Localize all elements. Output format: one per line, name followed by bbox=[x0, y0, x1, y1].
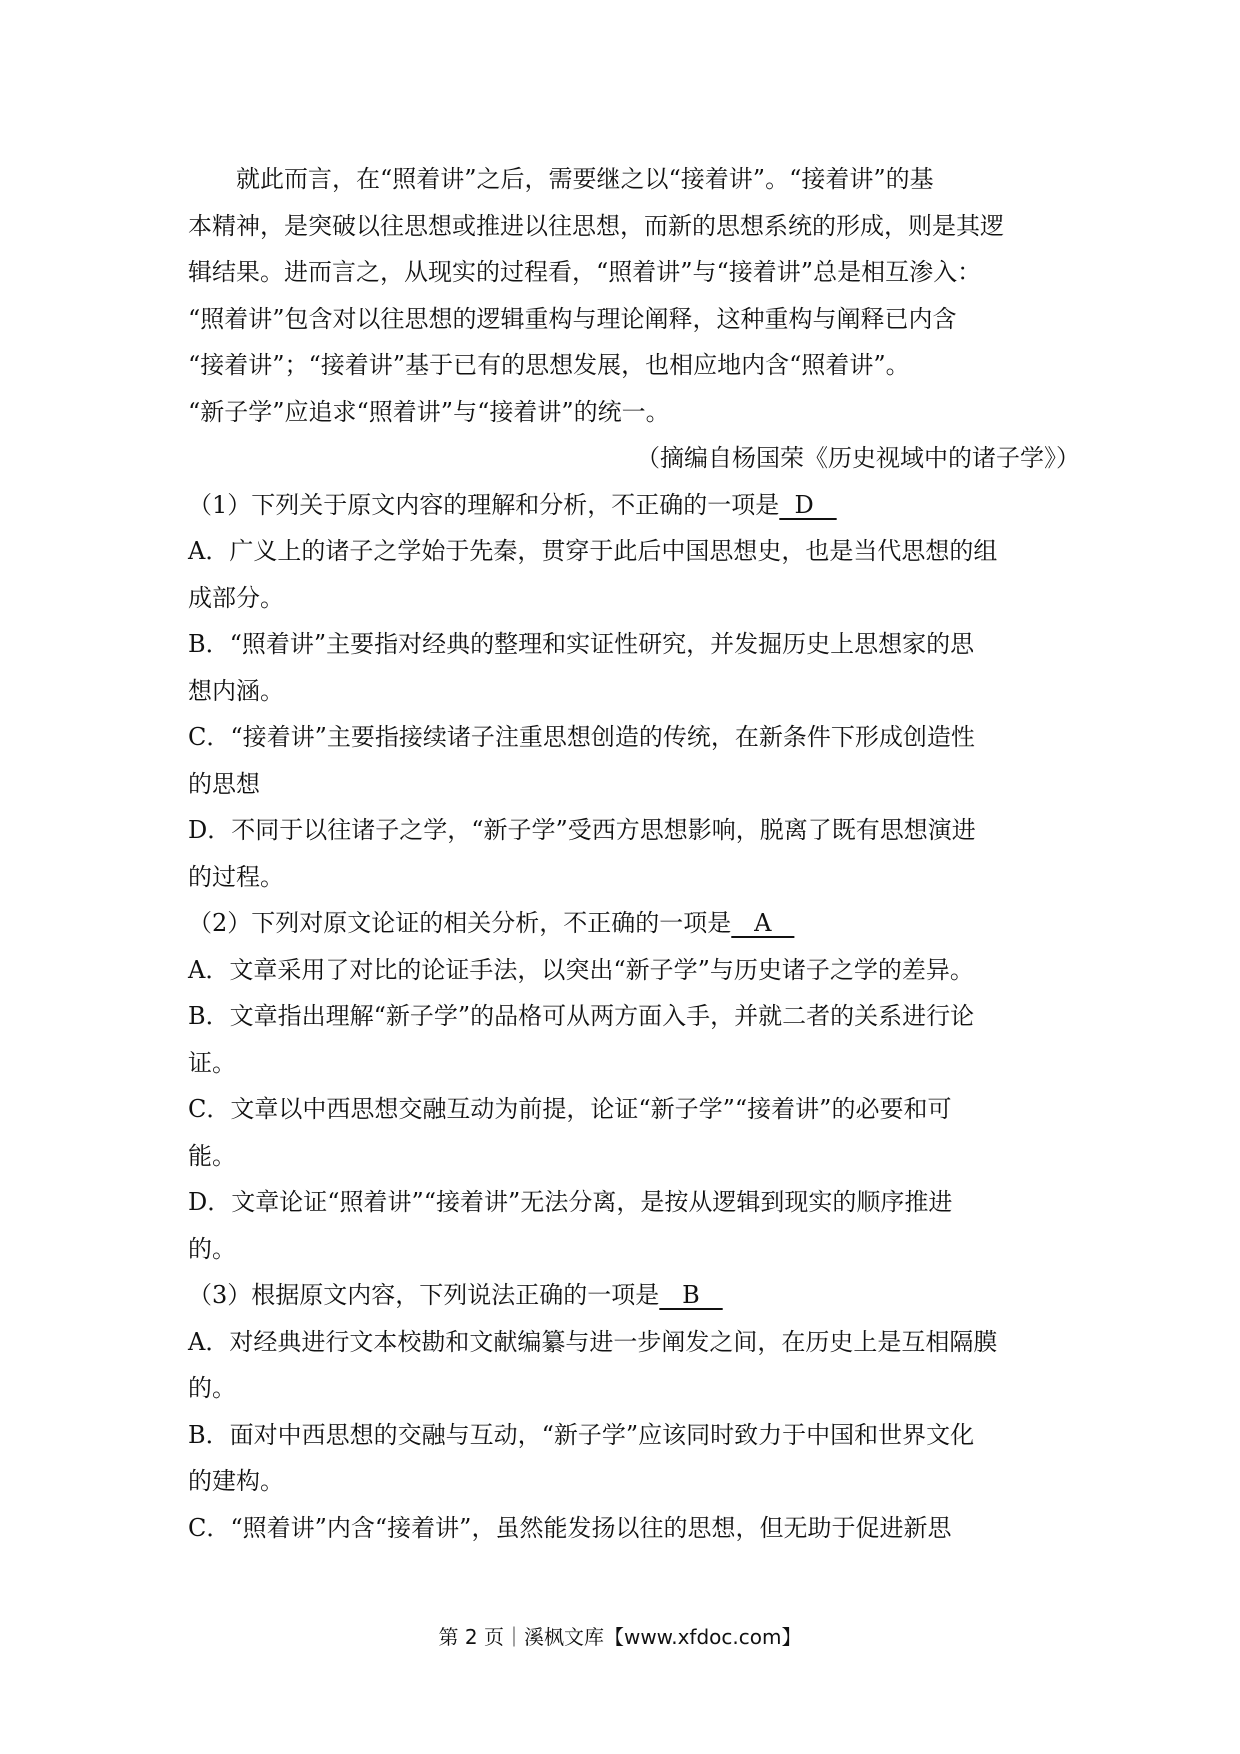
option-line: A．文章采用了对比的论证手法，以突出“新子学”与历史诸子之学的差异。 bbox=[188, 955, 974, 984]
option-line: C．“接着讲”主要指接续诸子注重思想创造的传统，在新条件下形成创造性 bbox=[188, 723, 975, 751]
question-stem-text: （2）下列对原文论证的相关分析，不正确的一项是 bbox=[188, 909, 732, 937]
option-line: B．文章指出理解“新子学”的品格可从两方面入手，并就二者的关系进行论 bbox=[188, 1002, 975, 1030]
option-line: C．“照着讲”内含“接着讲”，虽然能发扬以往的思想，但无助于促进新思 bbox=[188, 1513, 952, 1542]
passage-line: “接着讲”；“接着讲”基于已有的思想发展，也相应地内含“照着讲”。 bbox=[188, 351, 910, 379]
option-line: B．“照着讲”主要指对经典的整理和实证性研究，并发掘历史上思想家的思 bbox=[188, 630, 975, 658]
passage-line: 辑结果。进而言之，从现实的过程看，“照着讲”与“接着讲”总是相互渗入： bbox=[188, 258, 982, 286]
document-body bbox=[188, 156, 1080, 1551]
answer-blank: D bbox=[779, 490, 837, 519]
question-2 bbox=[188, 900, 1058, 1272]
option-line: B．面对中西思想的交融与互动，“新子学”应该同时致力于中国和世界文化 bbox=[188, 1420, 975, 1449]
option-line: 的建构。 bbox=[188, 1467, 284, 1495]
passage bbox=[188, 156, 1080, 482]
question-stem-text: （3）根据原文内容，下列说法正确的一项是 bbox=[188, 1281, 660, 1309]
option-line: A．对经典进行文本校勘和文献编纂与进一步阐发之间，在历史上是互相隔膜 bbox=[188, 1327, 998, 1356]
question-1 bbox=[188, 482, 1058, 901]
option-line: D．不同于以往诸子之学，“新子学”受西方思想影响，脱离了既有思想演进 bbox=[188, 816, 976, 844]
option-line: 成部分。 bbox=[188, 583, 284, 612]
option-line: 的。 bbox=[188, 1374, 236, 1402]
option-line: 的思想 bbox=[188, 769, 260, 798]
answer-blank: B bbox=[659, 1281, 723, 1309]
option-line: 的过程。 bbox=[188, 862, 284, 891]
source-citation: （摘编自杨国荣《历史视域中的诸子学》） bbox=[636, 444, 1080, 472]
passage-line: 就此而言，在“照着讲”之后，需要继之以“接着讲”。“接着讲”的基 bbox=[236, 165, 934, 193]
option-line: 能。 bbox=[188, 1141, 236, 1170]
question-stem-text: （1）下列关于原文内容的理解和分析，不正确的一项是 bbox=[188, 490, 780, 519]
option-line: 证。 bbox=[188, 1048, 236, 1077]
option-line: D．文章论证“照着讲”“接着讲”无法分离，是按从逻辑到现实的顺序推进 bbox=[188, 1188, 953, 1216]
question-stem bbox=[188, 482, 1058, 529]
page-footer: 第 2 页｜溪枫文库【www.xfdoc.com】 bbox=[438, 1625, 802, 1649]
option-line: A．广义上的诸子之学始于先秦，贯穿于此后中国思想史，也是当代思想的组 bbox=[188, 537, 998, 565]
passage-line: “新子学”应追求“照着讲”与“接着讲”的统一。 bbox=[188, 397, 670, 426]
question-3 bbox=[188, 1272, 1058, 1551]
question-stem bbox=[188, 1272, 1058, 1319]
question-stem bbox=[188, 900, 1058, 947]
option-line: 的。 bbox=[188, 1234, 236, 1263]
passage-line: 本精神，是突破以往思想或推进以往思想，而新的思想系统的形成，则是其逻 bbox=[188, 211, 1004, 240]
option-line: 想内涵。 bbox=[188, 676, 284, 705]
answer-blank: A bbox=[731, 909, 795, 937]
passage-line: “照着讲”包含对以往思想的逻辑重构与理论阐释，这种重构与阐释已内含 bbox=[188, 304, 957, 333]
option-line: C．文章以中西思想交融互动为前提，论证“新子学”“接着讲”的必要和可 bbox=[188, 1095, 952, 1123]
